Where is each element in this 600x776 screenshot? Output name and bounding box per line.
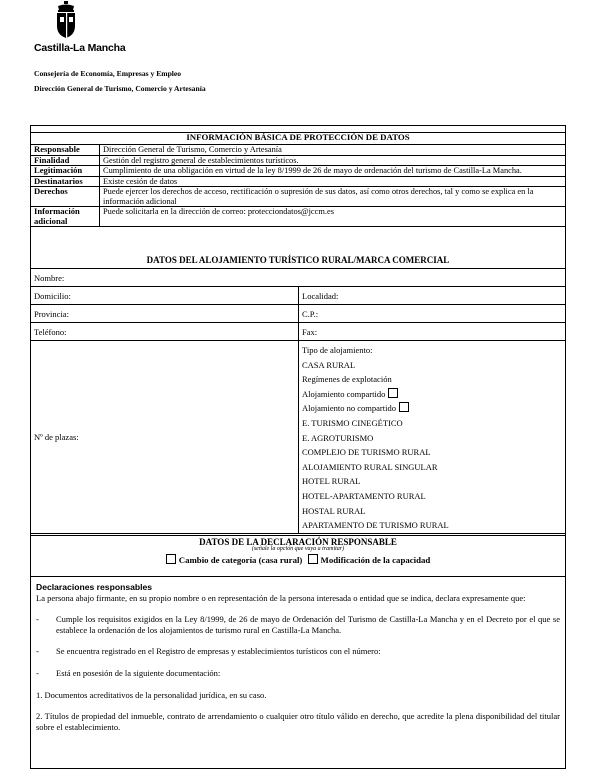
option-type[interactable]: APARTAMENTO DE TURISMO RURAL	[302, 520, 449, 531]
option-type[interactable]: COMPLEJO DE TURISMO RURAL	[302, 447, 431, 458]
table-row: Destinatarios Existe cesión de datos	[31, 176, 566, 187]
protection-title: INFORMACIÓN BÁSICA DE PROTECCIÓN DE DATOS	[31, 133, 566, 145]
accommodation-title: DATOS DEL ALOJAMIENTO TURÍSTICO RURAL/MARCA COMERCIAL	[146, 255, 450, 265]
address-field[interactable]: Domicilio:	[31, 287, 299, 305]
coat-of-arms-icon	[36, 0, 96, 42]
places-field[interactable]: Nº de plazas:	[31, 341, 299, 534]
department-name: Consejería de Economía, Empresas y Empleo	[34, 69, 182, 78]
accommodation-type-list: Tipo de alojamiento: CASA RURAL Regímenes de explotación Alojamiento compartido Alojamiento no compartido E. TURISMO CINEGÉTICO E. AGROTURISMO COMPLEJO DE TURISMO RURAL ALOJAMIENTO RURAL SINGULAR HOTEL RURAL HOTEL-APARTAMENTO RURAL HOSTAL RURAL APARTAMENTO DE TURISMO RURAL	[299, 341, 566, 534]
name-field[interactable]: Nombre:	[31, 269, 566, 287]
capacity-change-checkbox[interactable]	[308, 554, 318, 564]
declaration-title: DATOS DE LA DECLARACIÓN RESPONSABLE	[199, 537, 397, 547]
statements-intro: La persona abajo firmante, en su propio nombre o en representación de la persona interesada o entidad que se indica, declara expresamente que:	[36, 592, 526, 603]
statements-section	[36, 582, 560, 732]
accommodation-table	[30, 268, 566, 534]
directorate-name: Dirección General de Turismo, Comercio y Artesanía	[34, 84, 206, 93]
list-item: - Se encuentra registrado en el Registro de empresas y establecimientos turísticos con el número:	[36, 646, 381, 657]
declaration-section: DATOS DE LA DECLARACIÓN RESPONSABLE (señale la opción que vaya a tramitar) Cambio de categoría (casa rural) Modificación de la capacidad	[30, 535, 566, 577]
list-item: - Cumple los requisitos exigidos en la Ley 8/1999, de 26 de mayo de Ordenación del Turismo de Castilla-La Mancha y en el Decreto por el que se establece la ordenación de los alojamientos de turismo rural en Castilla-La Mancha.	[36, 614, 560, 635]
option-casa-rural[interactable]: CASA RURAL	[302, 359, 356, 370]
table-row: Responsable Dirección General de Turismo, Comercio y Artesanía	[31, 145, 566, 156]
table-row: Información adicional Puede solicitarla en la dirección de correo: protecciondatos@jccm.es	[31, 207, 566, 227]
shared-checkbox[interactable]	[388, 388, 398, 398]
locality-field[interactable]: Localidad:	[299, 287, 566, 305]
declaration-subtitle: (señale la opción que vaya a tramitar)	[251, 546, 345, 552]
not-shared-checkbox[interactable]	[399, 402, 409, 412]
table-row: Legitimación Cumplimiento de una obligación en virtud de la ley 8/1999 de 26 de mayo de ordenación del turismo de Castilla-La Mancha.	[31, 166, 566, 177]
statements-heading: Declaraciones responsables	[36, 582, 153, 592]
phone-field[interactable]: Teléfono:	[31, 323, 299, 341]
option-type[interactable]: HOSTAL RURAL	[302, 505, 366, 516]
province-field[interactable]: Provincia:	[31, 305, 299, 323]
document-item: 1. Documentos acreditativos de la personalidad jurídica, en su caso.	[36, 689, 267, 700]
option-type[interactable]: HOTEL RURAL	[302, 476, 361, 487]
table-row: Derechos Puede ejercer los derechos de acceso, rectificación o supresión de sus datos, así como otros derechos, tal y como se explica en la información adicional	[31, 187, 566, 207]
region-name: Castilla-La Mancha	[34, 42, 126, 54]
list-item: - Está en posesión de la siguiente documentación:	[36, 667, 221, 678]
table-row: Finalidad Gestión del registro general de establecimientos turísticos.	[31, 155, 566, 166]
option-type[interactable]: E. AGROTURISMO	[302, 432, 374, 443]
data-protection-table	[30, 132, 566, 227]
postal-code-field[interactable]: C.P.:	[299, 305, 566, 323]
option-type[interactable]: HOTEL-APARTAMENTO RURAL	[302, 490, 426, 501]
option-type[interactable]: ALOJAMIENTO RURAL SINGULAR	[302, 461, 438, 472]
fax-field[interactable]: Fax:	[299, 323, 566, 341]
category-change-checkbox[interactable]	[166, 554, 176, 564]
option-type[interactable]: E. TURISMO CINEGÉTICO	[302, 417, 403, 428]
document-item: 2. Títulos de propiedad del inmueble, contrato de arrendamiento o cualquier otro título válido en derecho, que acredite la plena disponibilidad del titular sobre el establecimiento.	[36, 711, 560, 732]
